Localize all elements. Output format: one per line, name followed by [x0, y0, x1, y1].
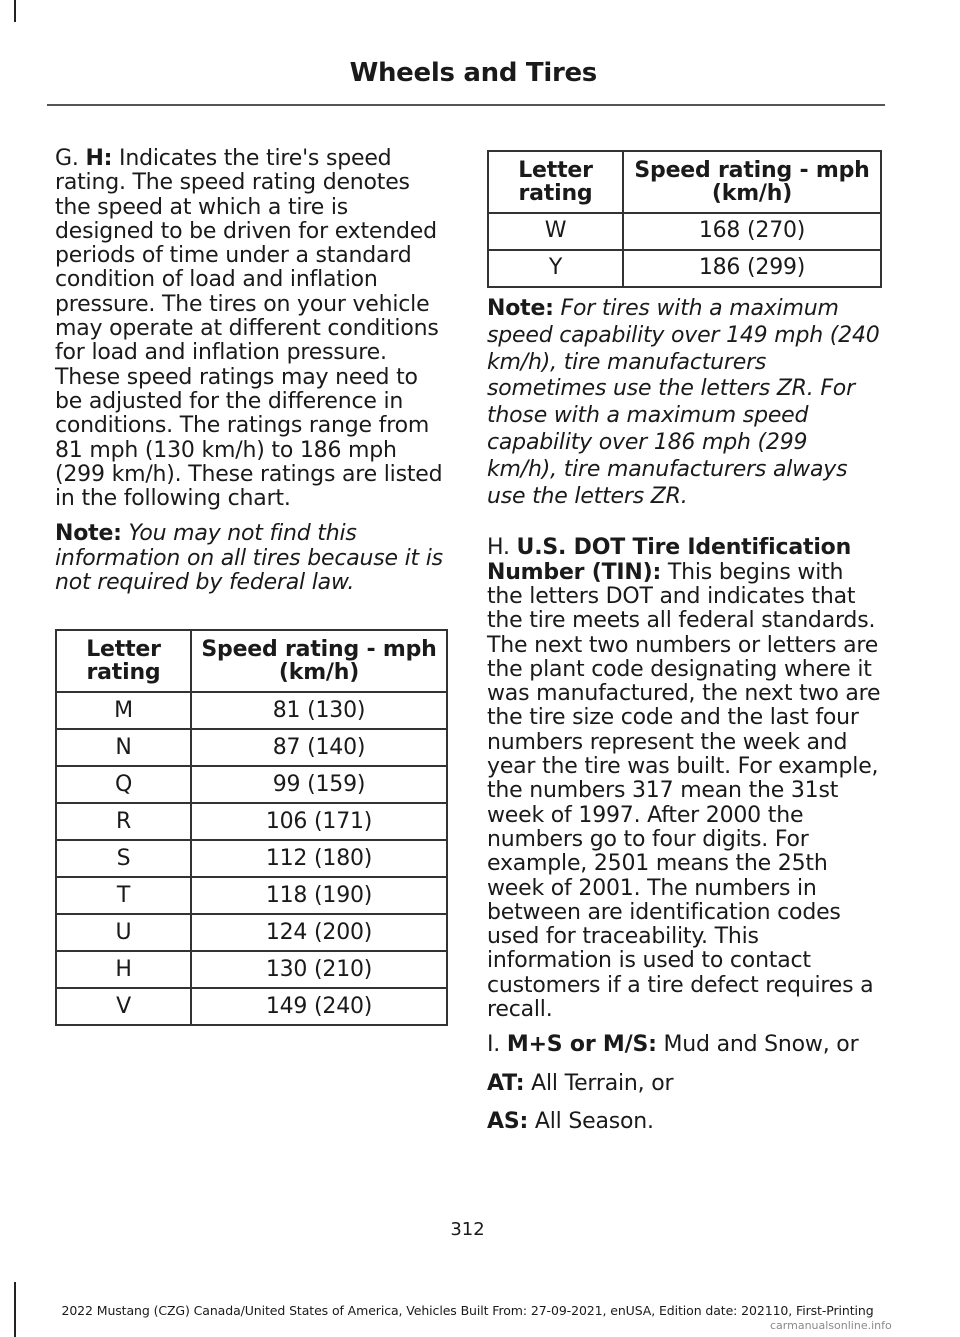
item-h-paragraph: H. U.S. DOT Tire Identification Number (TIN): This begins with the letters DOT and indicates that the tire meets all federal standards. The next two numbers or letters are the plant code designating where it was manufactured, the next two are the tire size code and the last four numbers represent the week and year the tire was built. For example, the numbers 317 mean the 31st week of 1997. After 2000 the numbers go to four digits. For example, 2501 means the 25th week of 2001. The numbers in between are identification codes used for traceability. This information is used to contact customers if a tire defect requires a recall.: [487, 535, 881, 1023]
speed-rating-table-left: [55, 629, 448, 1026]
letter-rating-cell: S: [56, 840, 191, 877]
letter-rating-cell: V: [56, 988, 191, 1025]
item-as-label: AS:: [487, 1108, 529, 1134]
table-row: [56, 914, 447, 951]
note-text: For tires with a maximum speed capability over 149 mph (240 km/h), tire manufacturers sometimes use the letters ZR. For those with a maximum speed capability over 186 mph (299 km/h), tire manufacturers always use the letters ZR.: [487, 296, 880, 509]
speed-rating-cell: 87 (140): [191, 729, 447, 766]
item-g-paragraph: G. H: Indicates the tire's speed rating. The speed rating denotes the speed at which a tire is designed to be driven for extended periods of time under a standard condition of load and inflation pressure. The tires on your vehicle may operate at different conditions for load and inflation pressure. These speed ratings may need to be adjusted for the difference in conditions. The ratings range from 81 mph (130 km/h) to 186 mph (299 km/h). These ratings are listed in the following chart.: [55, 146, 443, 512]
note-label: Note:: [487, 296, 554, 321]
item-at-text: All Terrain, or: [524, 1070, 674, 1096]
table-row: [488, 250, 881, 287]
note-label: Note:: [55, 521, 122, 547]
right-column: [487, 150, 882, 1145]
letter-rating-cell: T: [56, 877, 191, 914]
footer-text: 2022 Mustang (CZG) Canada/United States of America, Vehicles Built From: 27-09-2021, enUSA, Edition date: 202110, First-Printing: [61, 1303, 874, 1318]
letter-rating-cell: Y: [488, 250, 623, 287]
speed-rating-cell: 149 (240): [191, 988, 447, 1025]
speed-rating-cell: 106 (171): [191, 803, 447, 840]
letter-rating-cell: H: [56, 951, 191, 988]
speed-rating-cell: 81 (130): [191, 692, 447, 729]
speed-rating-cell: 186 (299): [623, 250, 881, 287]
speed-rating-table-right: [487, 150, 882, 288]
table-row: [56, 840, 447, 877]
page-number: 312: [450, 1219, 485, 1240]
right-note: [487, 296, 882, 510]
item-g-text: Indicates the tire's speed rating. The speed rating denotes the speed at which a tire is designed to be driven for extended periods of time under a standard condition of load and inflation pressure. The tires on your vehicle may operate at different conditions for load and inflation pressure. These speed ratings may need to be adjusted for the difference in conditions. The ratings range from 81 mph (130 km/h) to 186 mph (299 km/h). These ratings are listed in the following chart.: [55, 146, 443, 512]
crop-mark-top-left: [14, 0, 16, 22]
table-header-row: [56, 630, 447, 692]
column-header-letter: Letter rating: [488, 151, 623, 213]
speed-rating-cell: 124 (200): [191, 914, 447, 951]
table-row: [56, 692, 447, 729]
table-row: [56, 803, 447, 840]
item-as-text: All Season.: [528, 1108, 654, 1134]
page-title: Wheels and Tires: [349, 58, 597, 88]
speed-rating-cell: 118 (190): [191, 877, 447, 914]
letter-rating-cell: Q: [56, 766, 191, 803]
left-column: [55, 147, 448, 1026]
item-h-text: This begins with the letters DOT and indicates that the tire meets all federal standards. The next two numbers or letters are the plant code designating where it was manufactured, the next two are the tire size code and the last four numbers represent the week and year the tire was built. For example, the numbers 317 mean the 31st week of 1997. After 2000 the numbers go to four digits. For example, 2501 means the 25th week of 2001. The numbers in between are identification codes used for traceability. This information is used to contact customers if a tire defect requires a recall.: [487, 559, 881, 1023]
letter-rating-cell: N: [56, 729, 191, 766]
column-header-letter: Letter rating: [56, 630, 191, 692]
letter-rating-cell: M: [56, 692, 191, 729]
item-at-label: AT:: [487, 1070, 525, 1096]
speed-rating-cell: 99 (159): [191, 766, 447, 803]
column-header-speed: Speed rating - mph (km/h): [191, 630, 447, 692]
item-i-paragraph: I. M+S or M/S: Mud and Snow, or: [487, 1032, 859, 1058]
left-note: [55, 522, 448, 595]
table-row: [56, 729, 447, 766]
letter-rating-cell: U: [56, 914, 191, 951]
table-row: [488, 213, 881, 250]
speed-rating-cell: 112 (180): [191, 840, 447, 877]
speed-rating-cell: 130 (210): [191, 951, 447, 988]
table-row: [56, 766, 447, 803]
note-text: You may not find this information on all tires because it is not required by federal law.: [55, 521, 443, 596]
item-i-text: Mud and Snow, or: [656, 1032, 859, 1058]
letter-rating-cell: R: [56, 803, 191, 840]
item-i-label: M+S or M/S:: [506, 1032, 657, 1058]
table-row: [56, 951, 447, 988]
letter-rating-cell: W: [488, 213, 623, 250]
item-h-label: U.S. DOT Tire Identification Number (TIN):: [487, 535, 852, 585]
watermark: carmanualsonline.info: [770, 1319, 892, 1332]
table-row: [56, 877, 447, 914]
table-row: [56, 988, 447, 1025]
speed-rating-cell: 168 (270): [623, 213, 881, 250]
header-rule: [47, 104, 885, 106]
item-as-paragraph: [487, 1110, 882, 1134]
column-header-speed: Speed rating - mph (km/h): [623, 151, 881, 213]
item-g-label: H:: [85, 146, 113, 171]
item-at-paragraph: [487, 1072, 882, 1096]
table-header-row: [488, 151, 881, 213]
